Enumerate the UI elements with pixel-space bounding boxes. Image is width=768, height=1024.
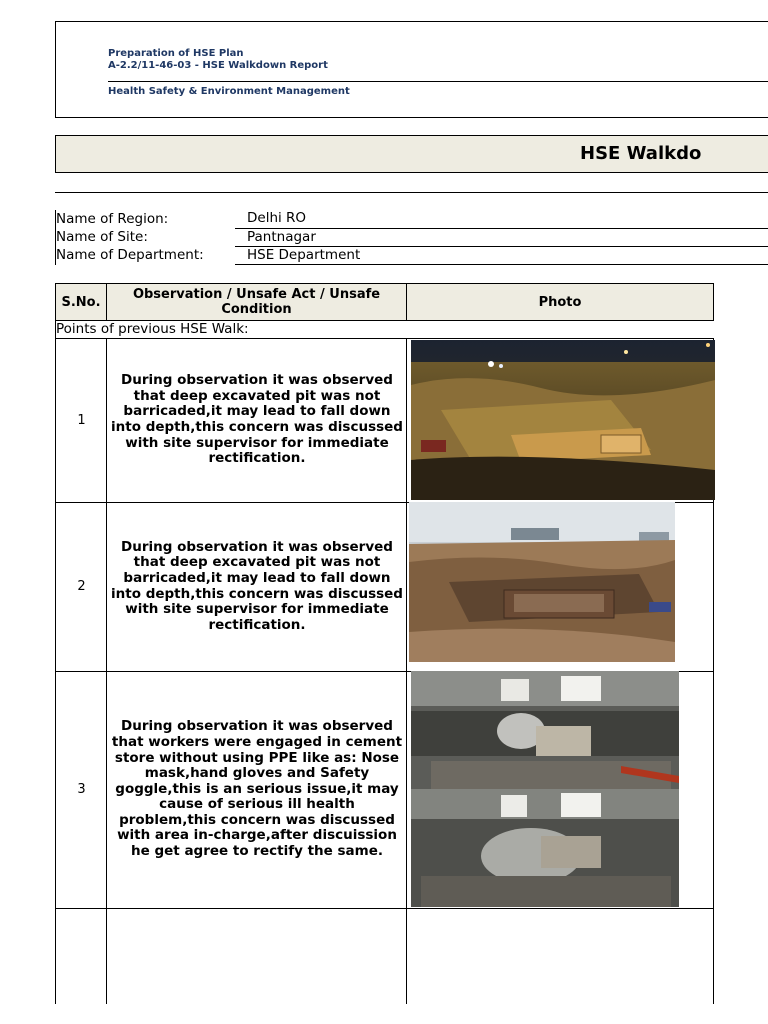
section-left-border	[55, 321, 56, 339]
region-value: Delhi RO	[247, 210, 307, 226]
column-header-sno: S.No.	[55, 283, 107, 321]
table-row-3-sno: 3	[55, 671, 107, 909]
table-row-2-photo	[406, 502, 714, 672]
table-row-1-photo	[406, 338, 714, 503]
info-left-border	[55, 210, 57, 265]
table-row-2-sno: 2	[55, 502, 107, 672]
cement-store-photo	[411, 671, 679, 907]
table-row-3-photo	[406, 671, 714, 909]
header-department: Health Safety & Environment Management	[108, 86, 350, 97]
column-header-observation: Observation / Unsafe Act / Unsafe Condition	[106, 283, 407, 321]
column-header-photo: Photo	[406, 283, 714, 321]
table-row-3-observation: During observation it was observed that workers were engaged in cement store without using PPE like as: Nose mask,hand gloves and Safety goggle,this is an serious issue,it may cause of serious ill health problem,this concern was discussed with area in-charge,after discuission he get agree to rectify the same.	[106, 671, 407, 909]
table-row-1-sno: 1	[55, 338, 107, 503]
region-label: Name of Region:	[56, 211, 169, 227]
table-row-2-observation: During observation it was observed that deep excavated pit was not barricaded,it may lead to fall down into depth,this concern was discussed with site supervisor for immediate rectification.	[106, 502, 407, 672]
header-plan-title: Preparation of HSE Plan	[108, 48, 244, 59]
department-value: HSE Department	[247, 247, 361, 263]
excavation-day-photo	[409, 502, 675, 662]
table-row-4-observation	[106, 908, 407, 1004]
department-underline	[235, 264, 768, 265]
header-divider	[108, 81, 768, 82]
divider	[55, 192, 768, 193]
site-value: Pantnagar	[247, 229, 316, 245]
header-report-code: A-2.2/11-46-03 - HSE Walkdown Report	[108, 60, 328, 71]
excavation-night-photo	[411, 340, 715, 500]
section-label: Points of previous HSE Walk:	[56, 321, 249, 337]
department-label: Name of Department:	[56, 247, 204, 263]
table-row-1-observation: During observation it was observed that deep excavated pit was not barricaded,it may lead to fall down into depth,this concern was discussed with site supervisor for immediate rectification.	[106, 338, 407, 503]
site-label: Name of Site:	[56, 229, 148, 245]
table-row-4-sno	[55, 908, 107, 1004]
page-title: HSE Walkdo	[580, 143, 702, 164]
table-row-4-photo	[406, 908, 714, 1004]
